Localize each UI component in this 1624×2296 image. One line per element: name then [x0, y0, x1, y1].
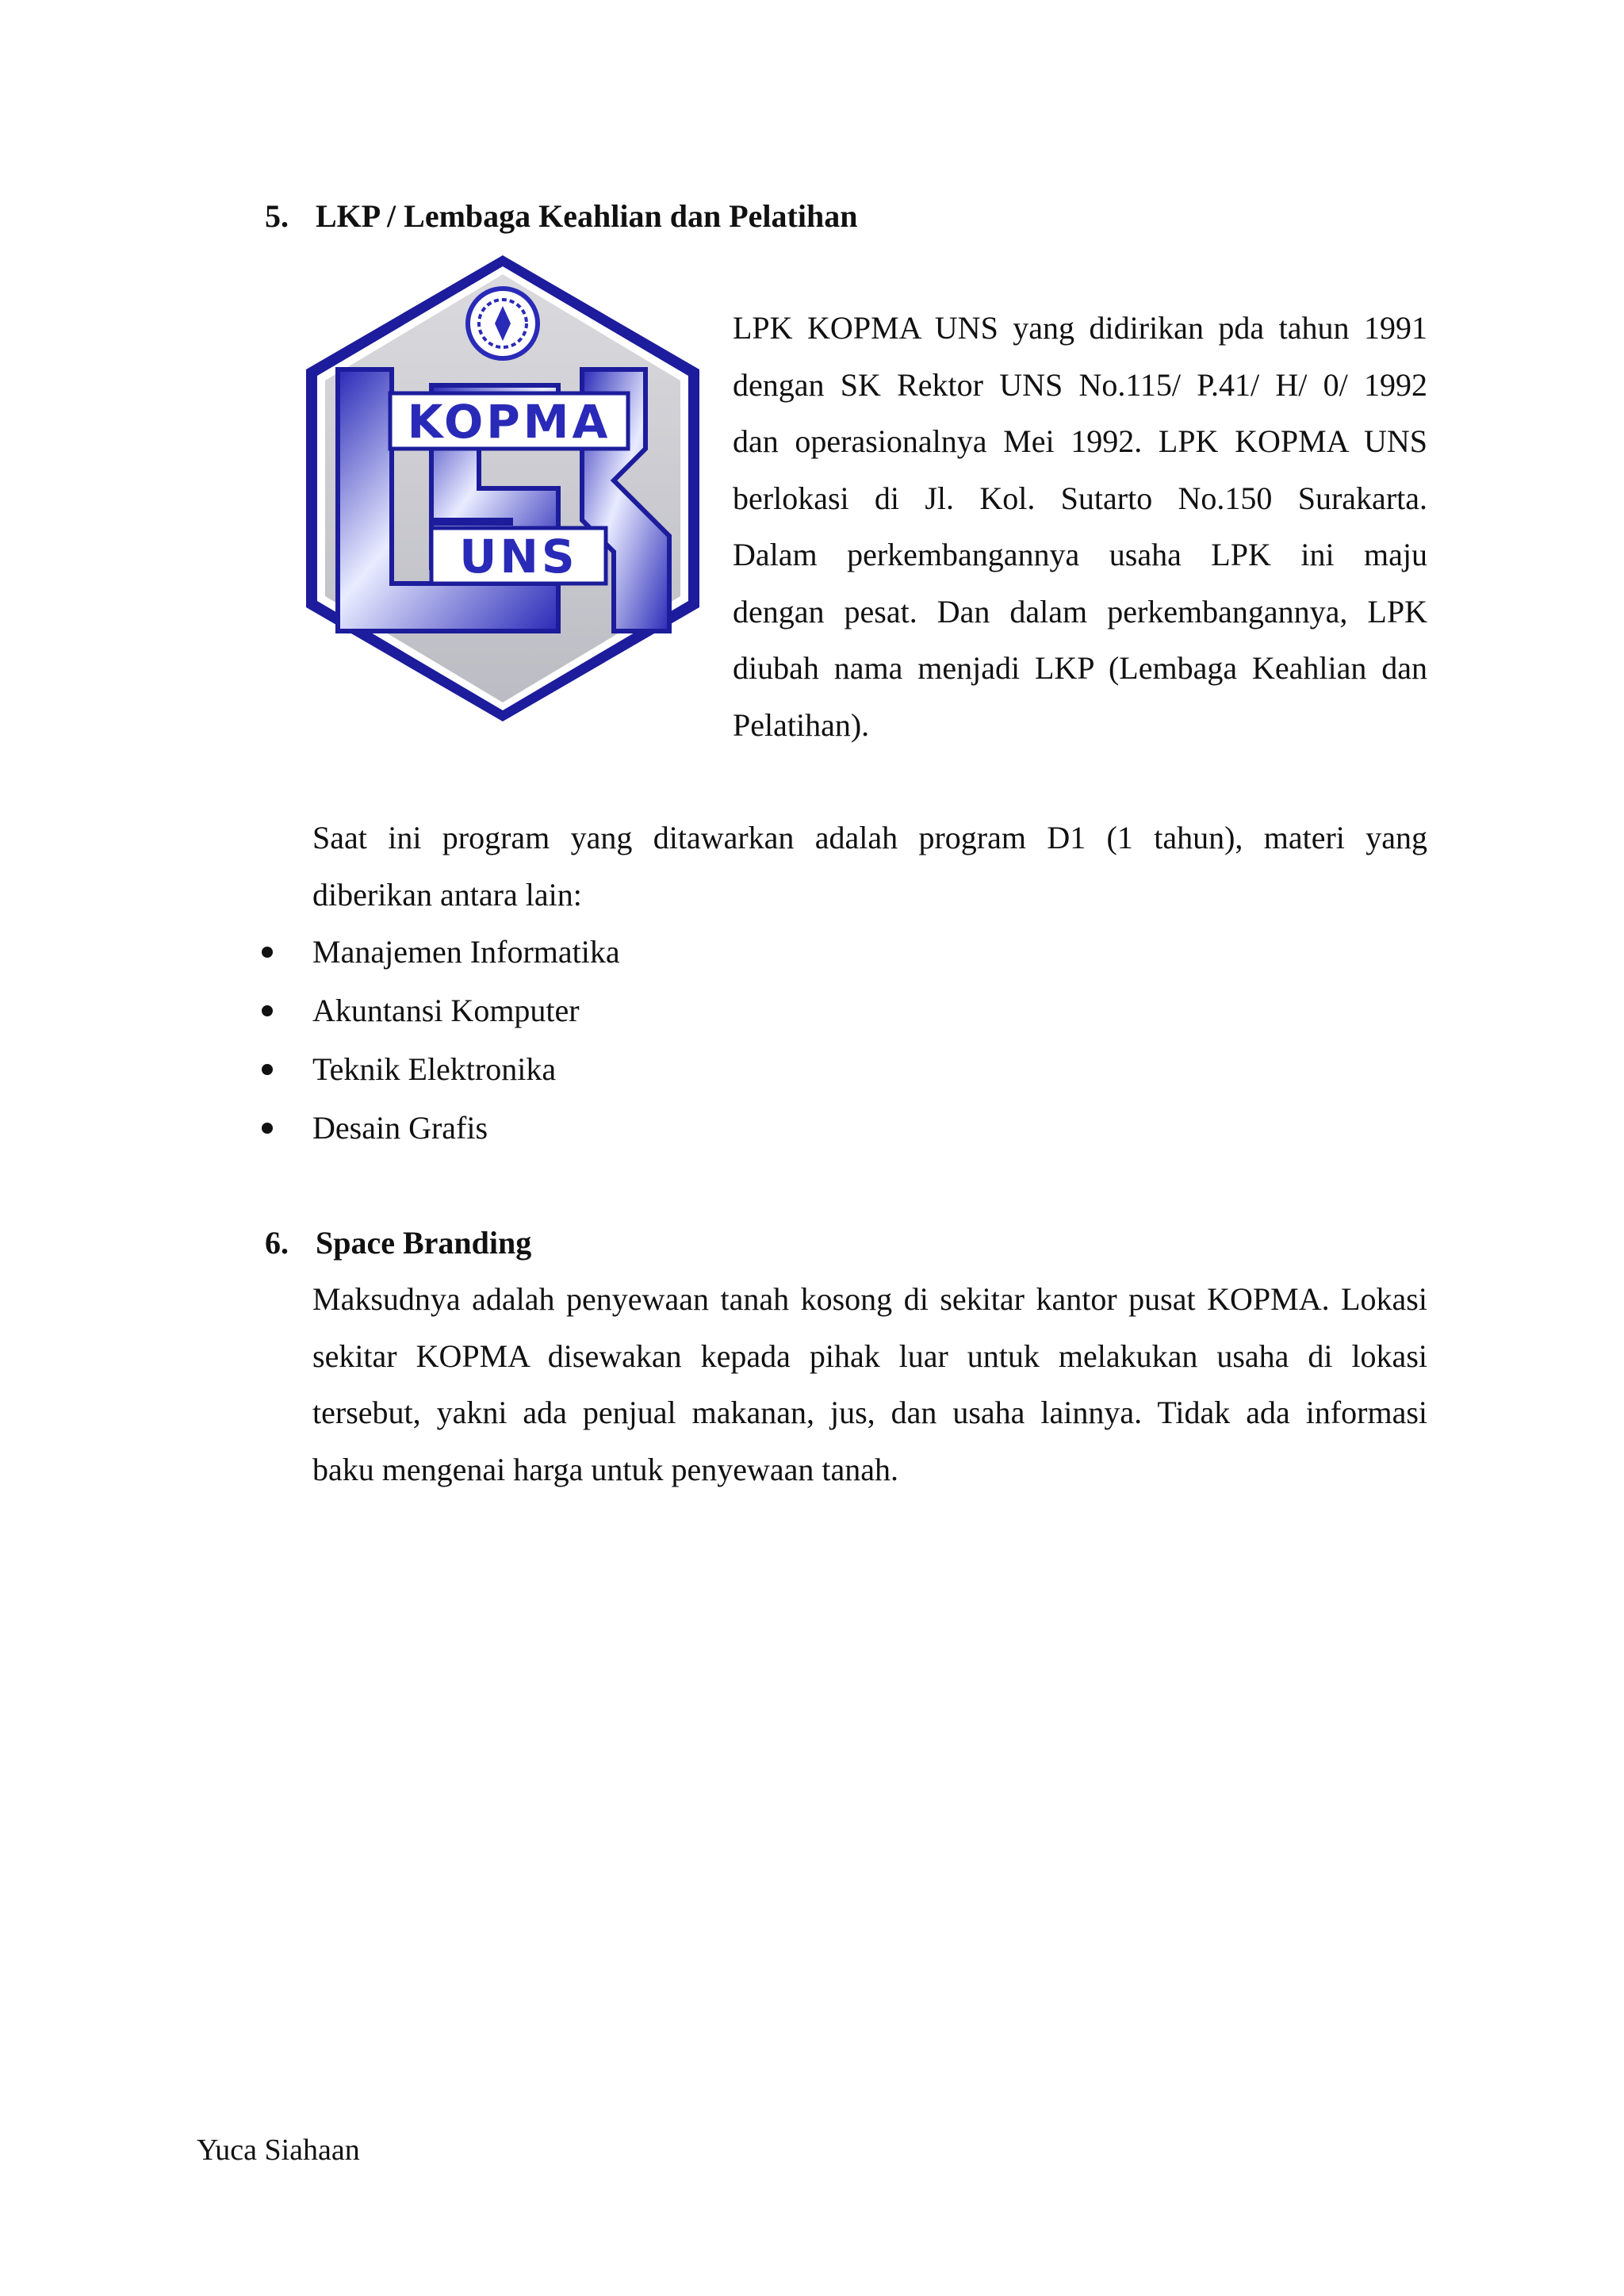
paragraph-line: sekitar KOPMA disewakan kepada pihak luar untuk melakukan usaha di lokasi — [312, 1337, 1427, 1374]
bullet-icon — [262, 947, 273, 958]
paragraph-line: Maksudnya adalah penyewaan tanah kosong di sekitar kantor pusat KOPMA. Lokasi — [312, 1281, 1427, 1317]
footer-author: Yuca Siahaan — [197, 2133, 360, 2167]
description-line: dengan pesat. Dan dalam perkembangannya, LPK — [733, 593, 1427, 629]
space-branding-paragraph — [312, 1271, 1427, 1498]
kopma-uns-logo — [297, 251, 709, 726]
logo-top-text: KOPMA — [407, 395, 611, 449]
lpk-description — [733, 300, 1427, 753]
description-line: dan operasionalnya Mei 1992. LPK KOPMA UNS — [733, 423, 1427, 459]
program-intro-line: Saat ini program yang ditawarkan adalah program D1 (1 tahun), materi yang — [312, 820, 1427, 855]
program-intro-line: diberikan antara lain: — [312, 876, 582, 913]
section-6-title: Space Branding — [316, 1225, 532, 1261]
section-6-number: 6. — [265, 1225, 289, 1261]
description-line: Pelatihan). — [733, 706, 870, 743]
list-item: Desain Grafis — [312, 1099, 620, 1158]
section-5-title: LKP / Lembaga Keahlian dan Pelatihan — [316, 198, 858, 234]
bullet-icon — [262, 1064, 273, 1075]
list-item: Akuntansi Komputer — [312, 982, 620, 1040]
section-5-heading — [265, 198, 857, 235]
kopma-uns-logo-graphic — [297, 251, 709, 726]
logo-bottom-text: UNS — [459, 530, 578, 584]
bullet-icon — [262, 1123, 273, 1134]
list-item: Manajemen Informatika — [312, 923, 620, 982]
description-line: Dalam perkembangannya usaha LPK ini maju — [733, 537, 1427, 572]
list-item: Teknik Elektronika — [312, 1040, 620, 1099]
program-intro — [312, 809, 1427, 923]
section-5-number: 5. — [265, 198, 289, 234]
section-6-heading — [265, 1225, 531, 1261]
description-line: dengan SK Rektor UNS No.115/ P.41/ H/ 0/ 1992 — [733, 366, 1427, 403]
description-line: diubah nama menjadi LKP (Lembaga Keahlian dan — [733, 650, 1427, 686]
paragraph-line: baku mengenai harga untuk penyewaan tanah. — [312, 1451, 898, 1487]
university-emblem-icon — [468, 289, 538, 358]
description-line: LPK KOPMA UNS yang didirikan pda tahun 1991 — [733, 310, 1427, 346]
paragraph-line: tersebut, yakni ada penjual makanan, jus, dan usaha lainnya. Tidak ada informasi — [312, 1395, 1427, 1430]
program-list — [312, 923, 620, 1158]
bullet-icon — [262, 1005, 273, 1016]
description-line: berlokasi di Jl. Kol. Sutarto No.150 Surakarta. — [733, 480, 1427, 516]
